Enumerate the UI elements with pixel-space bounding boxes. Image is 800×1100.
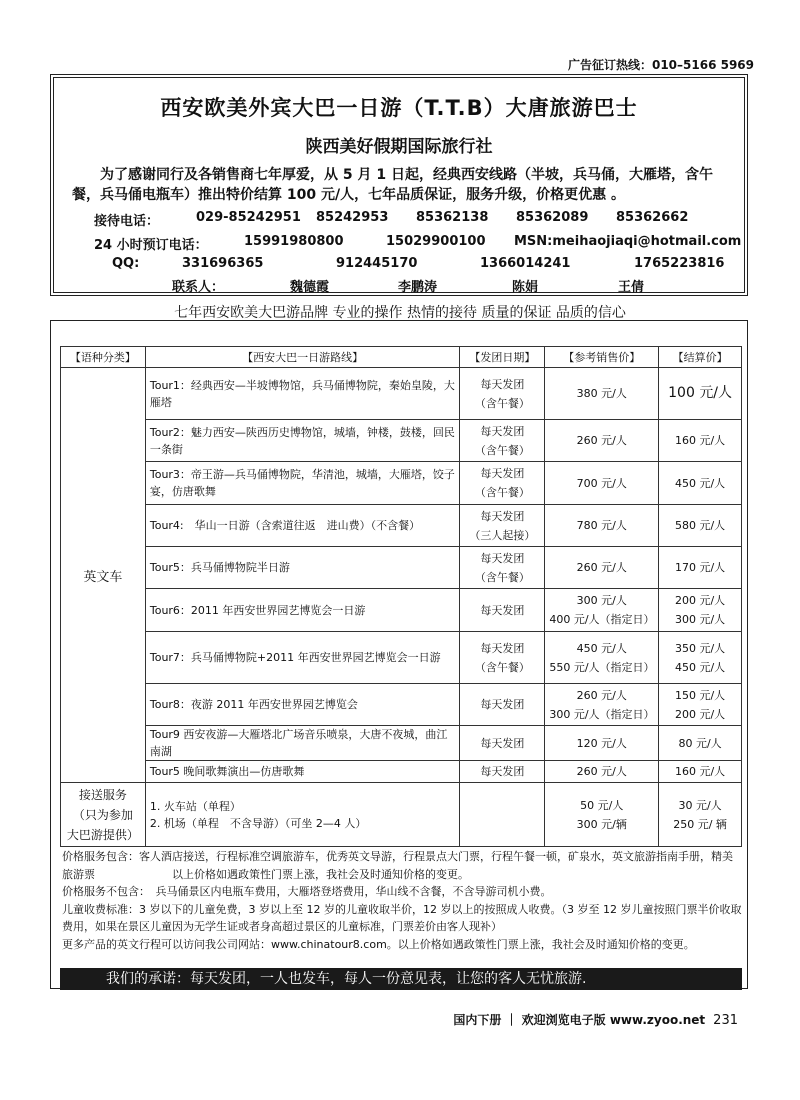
qq-label: QQ: — [112, 256, 140, 271]
footer-text: 国内下册 ｜ 欢迎浏览电子版 www.zyoo.net — [453, 1013, 706, 1027]
route-cell: Tour3：帝王游—兵马俑博物院，华清池，城墙，大雁塔，饺子宴，仿唐歌舞 — [145, 462, 460, 505]
ref-price-cell: 260 元/人 300 元/人（指定日） — [545, 684, 659, 726]
ref-price-cell: 260 元/人 — [545, 420, 659, 462]
route-cell: Tour4: 华山一日游（含索道往返 进山费）（不含餐） — [145, 505, 460, 547]
route-cell: Tour5 晚间歌舞演出—仿唐歌舞 — [145, 761, 460, 783]
reception-phone: 029-85242951 — [196, 210, 301, 225]
settle-price-cell: 200 元/人 300 元/人 — [659, 589, 742, 632]
route-cell: Tour9 西安夜游—大雁塔北广场音乐喷泉，大唐不夜城，曲江南湖 — [145, 726, 460, 761]
settle-price-cell: 160 元/人 — [659, 420, 742, 462]
page-number: 231 — [713, 1013, 738, 1028]
table-header-row — [61, 347, 742, 368]
date-cell: 每天发团 （含午餐） — [460, 547, 545, 589]
price-notes — [62, 848, 742, 953]
table-row — [61, 726, 742, 761]
table-row — [61, 632, 742, 684]
header-reference-price: 【参考销售价】 — [545, 347, 659, 368]
ref-price-cell: 380 元/人 — [545, 368, 659, 420]
transfer-items: 1. 火车站（单程） 2. 机场（单程 不含导游）（可坐 2—4 人） — [145, 783, 460, 847]
booking-phone: 15991980800 — [244, 234, 344, 249]
ref-price-cell: 260 元/人 — [545, 761, 659, 783]
table-row — [61, 368, 742, 420]
reception-phone: 85242953 — [316, 210, 389, 225]
table-row — [61, 761, 742, 783]
category-english-bus: 英文车 — [61, 368, 146, 783]
booking-phone: 15029900100 — [386, 234, 486, 249]
date-cell: 每天发团 （含午餐） — [460, 632, 545, 684]
table-row — [61, 589, 742, 632]
table-row — [61, 420, 742, 462]
table-row — [61, 684, 742, 726]
settle-price-cell: 350 元/人 450 元/人 — [659, 632, 742, 684]
transfer-row — [61, 783, 742, 847]
contact-person: 李鹏涛 — [398, 280, 438, 295]
settle-price-cell: 80 元/人 — [659, 726, 742, 761]
header-date: 【发团日期】 — [460, 347, 545, 368]
header-settlement-price: 【结算价】 — [659, 347, 742, 368]
note-children: 儿童收费标准：3 岁以下的儿童免费，3 岁以上至 12 岁的儿童收取半价，12 岁以上的按照成人收费。（3 岁至 12 岁儿童按照门票半价收取费用，如果在景区儿童因为无学生证或者身高超过景区的儿童标准，门票差价由客人现补） — [62, 902, 742, 933]
transfer-settle-price: 30 元/人 250 元/ 辆 — [659, 783, 742, 847]
date-cell: 每天发团 — [460, 761, 545, 783]
header-route: 【西安大巴一日游路线】 — [145, 347, 460, 368]
settle-price-cell: 160 元/人 — [659, 761, 742, 783]
qq-number: 1366014241 — [480, 256, 571, 271]
date-cell: 每天发团 （含午餐） — [460, 420, 545, 462]
promise-banner: 我们的承诺：每天发团，一人也发车，每人一份意见表，让您的客人无忧旅游. — [60, 968, 742, 990]
page-footer — [453, 1011, 738, 1028]
table-row — [61, 547, 742, 589]
table-row — [61, 462, 742, 505]
date-cell: 每天发团 （含午餐） — [460, 368, 545, 420]
reception-label: 接待电话： — [94, 214, 160, 229]
note-website: 更多产品的英文行程可以访问我公司网站：www.chinatour8.com。以上价格如遇政策性门票上涨，我社会及时通知价格的变更。 — [62, 937, 695, 951]
intro-text: 为了感谢同行及各销售商七年厚爱，从 5 月 1 日起，经典西安线路（半坡，兵马俑，大雁塔，含午餐，兵马俑电瓶车）推出特价结算 100 元/人，七年品质保证，服务升级，价格更优惠 。 — [72, 167, 713, 203]
date-cell: 每天发团 （含午餐） — [460, 462, 545, 505]
transfer-ref-price: 50 元/人 300 元/辆 — [545, 783, 659, 847]
settle-price-cell: 450 元/人 — [659, 462, 742, 505]
ad-hotline: 广告征订热线：010–5166 5969 — [567, 58, 754, 72]
header-box — [50, 74, 748, 296]
route-cell: Tour5：兵马俑博物院半日游 — [145, 547, 460, 589]
note-included: 价格服务包含：客人酒店接送，行程标准空调旅游车，优秀英文导游，行程景点大门票，行程午餐一顿，矿泉水，英文旅游指南手册，精美旅游票 以上价格如遇政策性门票上涨，我社会及时通知价格的变更。 — [62, 850, 733, 881]
route-cell: Tour1：经典西安—半坡博物馆，兵马俑博物院，秦始皇陵，大雁塔 — [145, 368, 460, 420]
date-cell: 每天发团 — [460, 726, 545, 761]
ref-price-cell: 120 元/人 — [545, 726, 659, 761]
ref-price-cell: 300 元/人 400 元/人（指定日） — [545, 589, 659, 632]
route-cell: Tour8：夜游 2011 年西安世界园艺博览会 — [145, 684, 460, 726]
booking-label: 24 小时预订电话： — [94, 238, 208, 253]
ref-price-cell: 700 元/人 — [545, 462, 659, 505]
page-title: 西安欧美外宾大巴一日游（T.T.B）大唐旅游巴士 — [160, 96, 638, 120]
route-cell: Tour2：魅力西安—陕西历史博物馆，城墙，钟楼，鼓楼，回民一条街 — [145, 420, 460, 462]
qq-number: 331696365 — [182, 256, 264, 271]
route-cell: Tour7：兵马俑博物院+2011 年西安世界园艺博览会一日游 — [145, 632, 460, 684]
transfer-category: 接送服务 （只为参加 大巴游提供） — [61, 783, 146, 847]
brand-slogan: 七年西安欧美大巴游品牌 专业的操作 热情的接待 质量的保证 品质的信心 — [174, 305, 626, 321]
table-row — [61, 505, 742, 547]
msn-address: MSN:meihaojiaqi@hotmail.com — [514, 234, 742, 249]
reception-phone: 85362138 — [416, 210, 489, 225]
contact-person: 王倩 — [618, 280, 645, 295]
settle-price-cell: 100 元/人 — [659, 368, 742, 420]
note-excluded: 价格服务不包含： 兵马俑景区内电瓶车费用，大雁塔登塔费用，华山线不含餐，不含导游司机小费。 — [62, 885, 552, 898]
route-cell: Tour6：2011 年西安世界园艺博览会一日游 — [145, 589, 460, 632]
qq-number: 912445170 — [336, 256, 418, 271]
settle-price-cell: 580 元/人 — [659, 505, 742, 547]
date-cell: 每天发团 （三人起接） — [460, 505, 545, 547]
settle-price-cell: 150 元/人 200 元/人 — [659, 684, 742, 726]
ref-price-cell: 450 元/人 550 元/人（指定日） — [545, 632, 659, 684]
transfer-date-empty — [460, 783, 545, 847]
settle-price-cell: 170 元/人 — [659, 547, 742, 589]
routes-table — [60, 346, 742, 847]
reception-phone: 85362662 — [616, 210, 689, 225]
qq-number: 1765223816 — [634, 256, 725, 271]
ref-price-cell: 260 元/人 — [545, 547, 659, 589]
company-name: 陕西美好假期国际旅行社 — [305, 137, 493, 157]
contact-label: 联系人： — [172, 280, 225, 295]
header-language: 【语种分类】 — [61, 347, 146, 368]
contact-person: 魏德霞 — [290, 280, 330, 295]
contact-person: 陈娟 — [512, 280, 539, 295]
ref-price-cell: 780 元/人 — [545, 505, 659, 547]
date-cell: 每天发团 — [460, 684, 545, 726]
reception-phone: 85362089 — [516, 210, 589, 225]
date-cell: 每天发团 — [460, 589, 545, 632]
